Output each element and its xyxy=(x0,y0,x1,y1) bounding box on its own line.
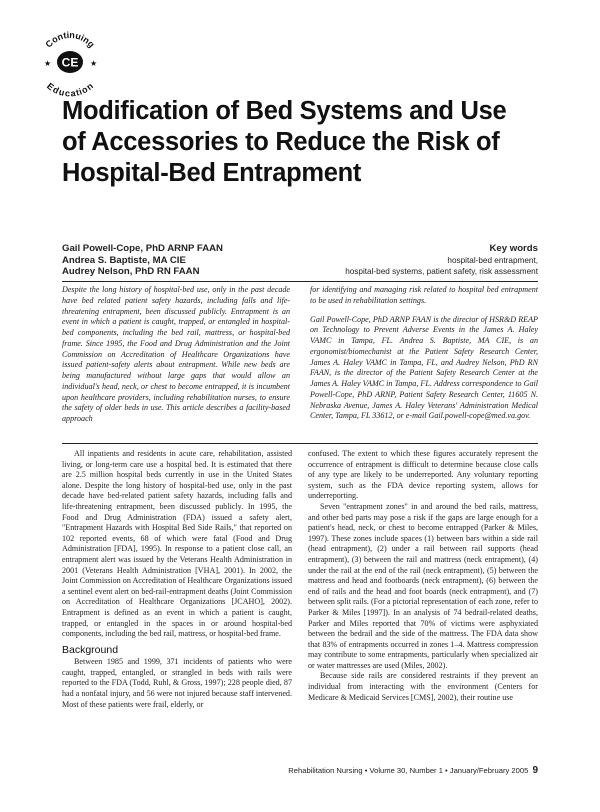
author-name: Audrey Nelson, PhD RN FAAN xyxy=(62,266,200,277)
ce-logo-top-text: Continuing xyxy=(43,29,97,50)
body-paragraph: Because side rails are considered restraints if they prevent an individual from interacting with the environment (Centers for Medicare & Medicaid Services [CMS], 2002), their routine use xyxy=(308,671,538,702)
abstract-right-column xyxy=(310,285,538,430)
keywords-line: hospital-bed systems, patient safety, risk assessment xyxy=(345,267,538,276)
abstract-left-column xyxy=(62,285,290,433)
body-paragraph: confused. The extent to which these figures accurately represent the occurrence of entrapment is difficult to determine because close calls of any type are likely to be underreported. Any voluntary reporting system, such as the FDA device reporting system, allows for underreporting. xyxy=(308,449,538,501)
page-footer xyxy=(288,765,538,776)
body-paragraph: Between 1985 and 1999, 371 incidents of patients who were caught, trapped, entangled, or strangled in beds with rails were reported to the FDA (Todd, Ruhl, & Gross, 1997); 228 people died, 87 had a nonfatal injury, and 56 were not injured because staff intervened. Most of these patients were frail, elderly, or xyxy=(62,657,292,709)
body-paragraph: All inpatients and residents in acute care, rehabilitation, assisted living, or long-term care use a hospital bed. It is estimated that there are 2.5 million hospital beds currently in use in the United States alone. Despite the long history of hospital-bed use, only in the past decade have bed-related patient safety hazards, including falls and life-threatening entrapment, been discussed publicly. In 1995, the Food and Drug Administration (FDA) issued a safety alert, "Entrapment Hazards with Hospital Bed Side Rails," that reported on 102 reported events, 68 of which were fatal (Food and Drug Administration [FDA], 1995). In response to a patient close call, an entrapment alert was issued by the Veterans Health Administration in 2001 (Veterans Health Administration [VHA], 2001). In 2002, the Joint Commission on Accreditation of Healthcare Organizations issued a sentinel event alert on bed-rail-entrapment deaths (Joint Commission on Accreditation of Healthcare Organizations [JCAHO], 2002). Entrapment is defined as an event in which a patient is caught, trapped, or entangled in the spaces in or around hospital-bed components, including the bed rail, mattress, or hospital-bed frame. xyxy=(62,449,292,639)
keywords-block xyxy=(345,243,538,278)
page-number: 9 xyxy=(532,765,538,776)
ce-logo-center-text: CE xyxy=(61,55,79,70)
ce-logo-bottom-text: Education xyxy=(45,80,96,99)
abstract-text-continued: for identifying and managing risk related to hospital bed entrapment to be used in rehabilitation settings. xyxy=(310,285,538,305)
body-right-column xyxy=(308,449,538,703)
author-name: Gail Powell-Cope, PhD ARNP FAAN xyxy=(62,243,223,254)
journal-citation: Rehabilitation Nursing • Volume 30, Number 1 • January/February 2005 xyxy=(288,766,529,775)
ce-seal-icon xyxy=(30,22,110,102)
abstract-bottom-divider xyxy=(62,443,538,444)
keywords-heading: Key words xyxy=(489,243,538,254)
svg-text:★: ★ xyxy=(90,59,98,68)
body-left-column xyxy=(62,449,292,710)
author-name: Andrea S. Baptiste, MA CIE xyxy=(62,254,186,266)
body-paragraph: Seven "entrapment zones" in and around the bed rails, mattress, and other bed parts may pose a risk if the gaps are large enough for a patient's head, neck, or chest to become entrapped (Parker & Miles, 1997). These zones include spaces (1) between bars within a side rail (head entrapment), (2) under a rail between rail supports (head entrapment), (3) between the rail and mattress (neck entrapment), (4) under the rail at the end of the rail (neck entrapment), (5) between the mattress and head and footboards (neck entrapment), (6) between the end of rails and the head and foot boards (neck entrapment), and (7) between split rails. (For a pictorial representation of each zone, refer to Parker & Miles [1997]). In an analysis of 74 bedrail-related deaths, Parker and Miles reported that 70% of victims were asphyxiated between the bedrail and the side of the mattress. The FDA data show that 83% of entrapments occurred in zones 1–4. Mattress compression may contribute to some entrapments, particularly when specialized air or water mattresses are used (Miles, 2002). xyxy=(308,501,538,670)
continuing-education-logo xyxy=(30,22,110,102)
abstract-text: Despite the long history of hospital-bed use, only in the past decade have bed related patient safety hazards, including falls and life-threatening entrapment, been discussed publicly. Entrapment is an event in which a patient is caught, trapped, or entangled in hospital-bed components, including the bed rail, mattress, or hospital-bed frame. Since 1995, the Food and Drug Administration and the Joint Commission on Accreditation of Healthcare Organizations have issued patient-safety alerts about entrapment. While new beds are being manufactured without large gaps that would allow an individual's head, neck, or chest to become entrapped, it is incumbent upon healthcare providers, including rehabilitation nurses, to ensure the safety of older beds in use. This article describes a facility-based approach xyxy=(62,285,290,423)
section-heading: Background xyxy=(62,643,119,656)
abstract-top-divider xyxy=(62,281,538,282)
article-title: Modification of Bed Systems and Use of Accessories to Reduce the Risk of Hospital-Bed Entrapment xyxy=(62,97,507,187)
keywords-line: hospital-bed entrapment, xyxy=(447,255,538,265)
svg-text:★: ★ xyxy=(44,59,52,68)
author-list xyxy=(62,243,223,278)
author-affiliations: Gail Powell-Cope, PhD ARNP FAAN is the director of HSR&D REAP on Technology to Prevent Adverse Events in the James A. Haley VAMC in Tampa, FL. Andrea S. Baptiste, MA CIE, is an ergonomist/biomechanist at the Patient Safety Research Center, James A. Haley VAMC in Tampa, FL, and Audrey Nelson, PhD RN FAAN, is the director of the Patient Safety Research Center at the James A. Haley VAMC in Tampa, FL. Address correspondence to Gail Powell-Cope, PhD ARNP, Patient Safety Research Center, 11605 N. Nebraska Avenue, James A. Haley Veterans' Administration Medical Center, Tampa, FL 33612, or e-mail Gail.powell-cope@med.va.gov. xyxy=(310,314,538,421)
